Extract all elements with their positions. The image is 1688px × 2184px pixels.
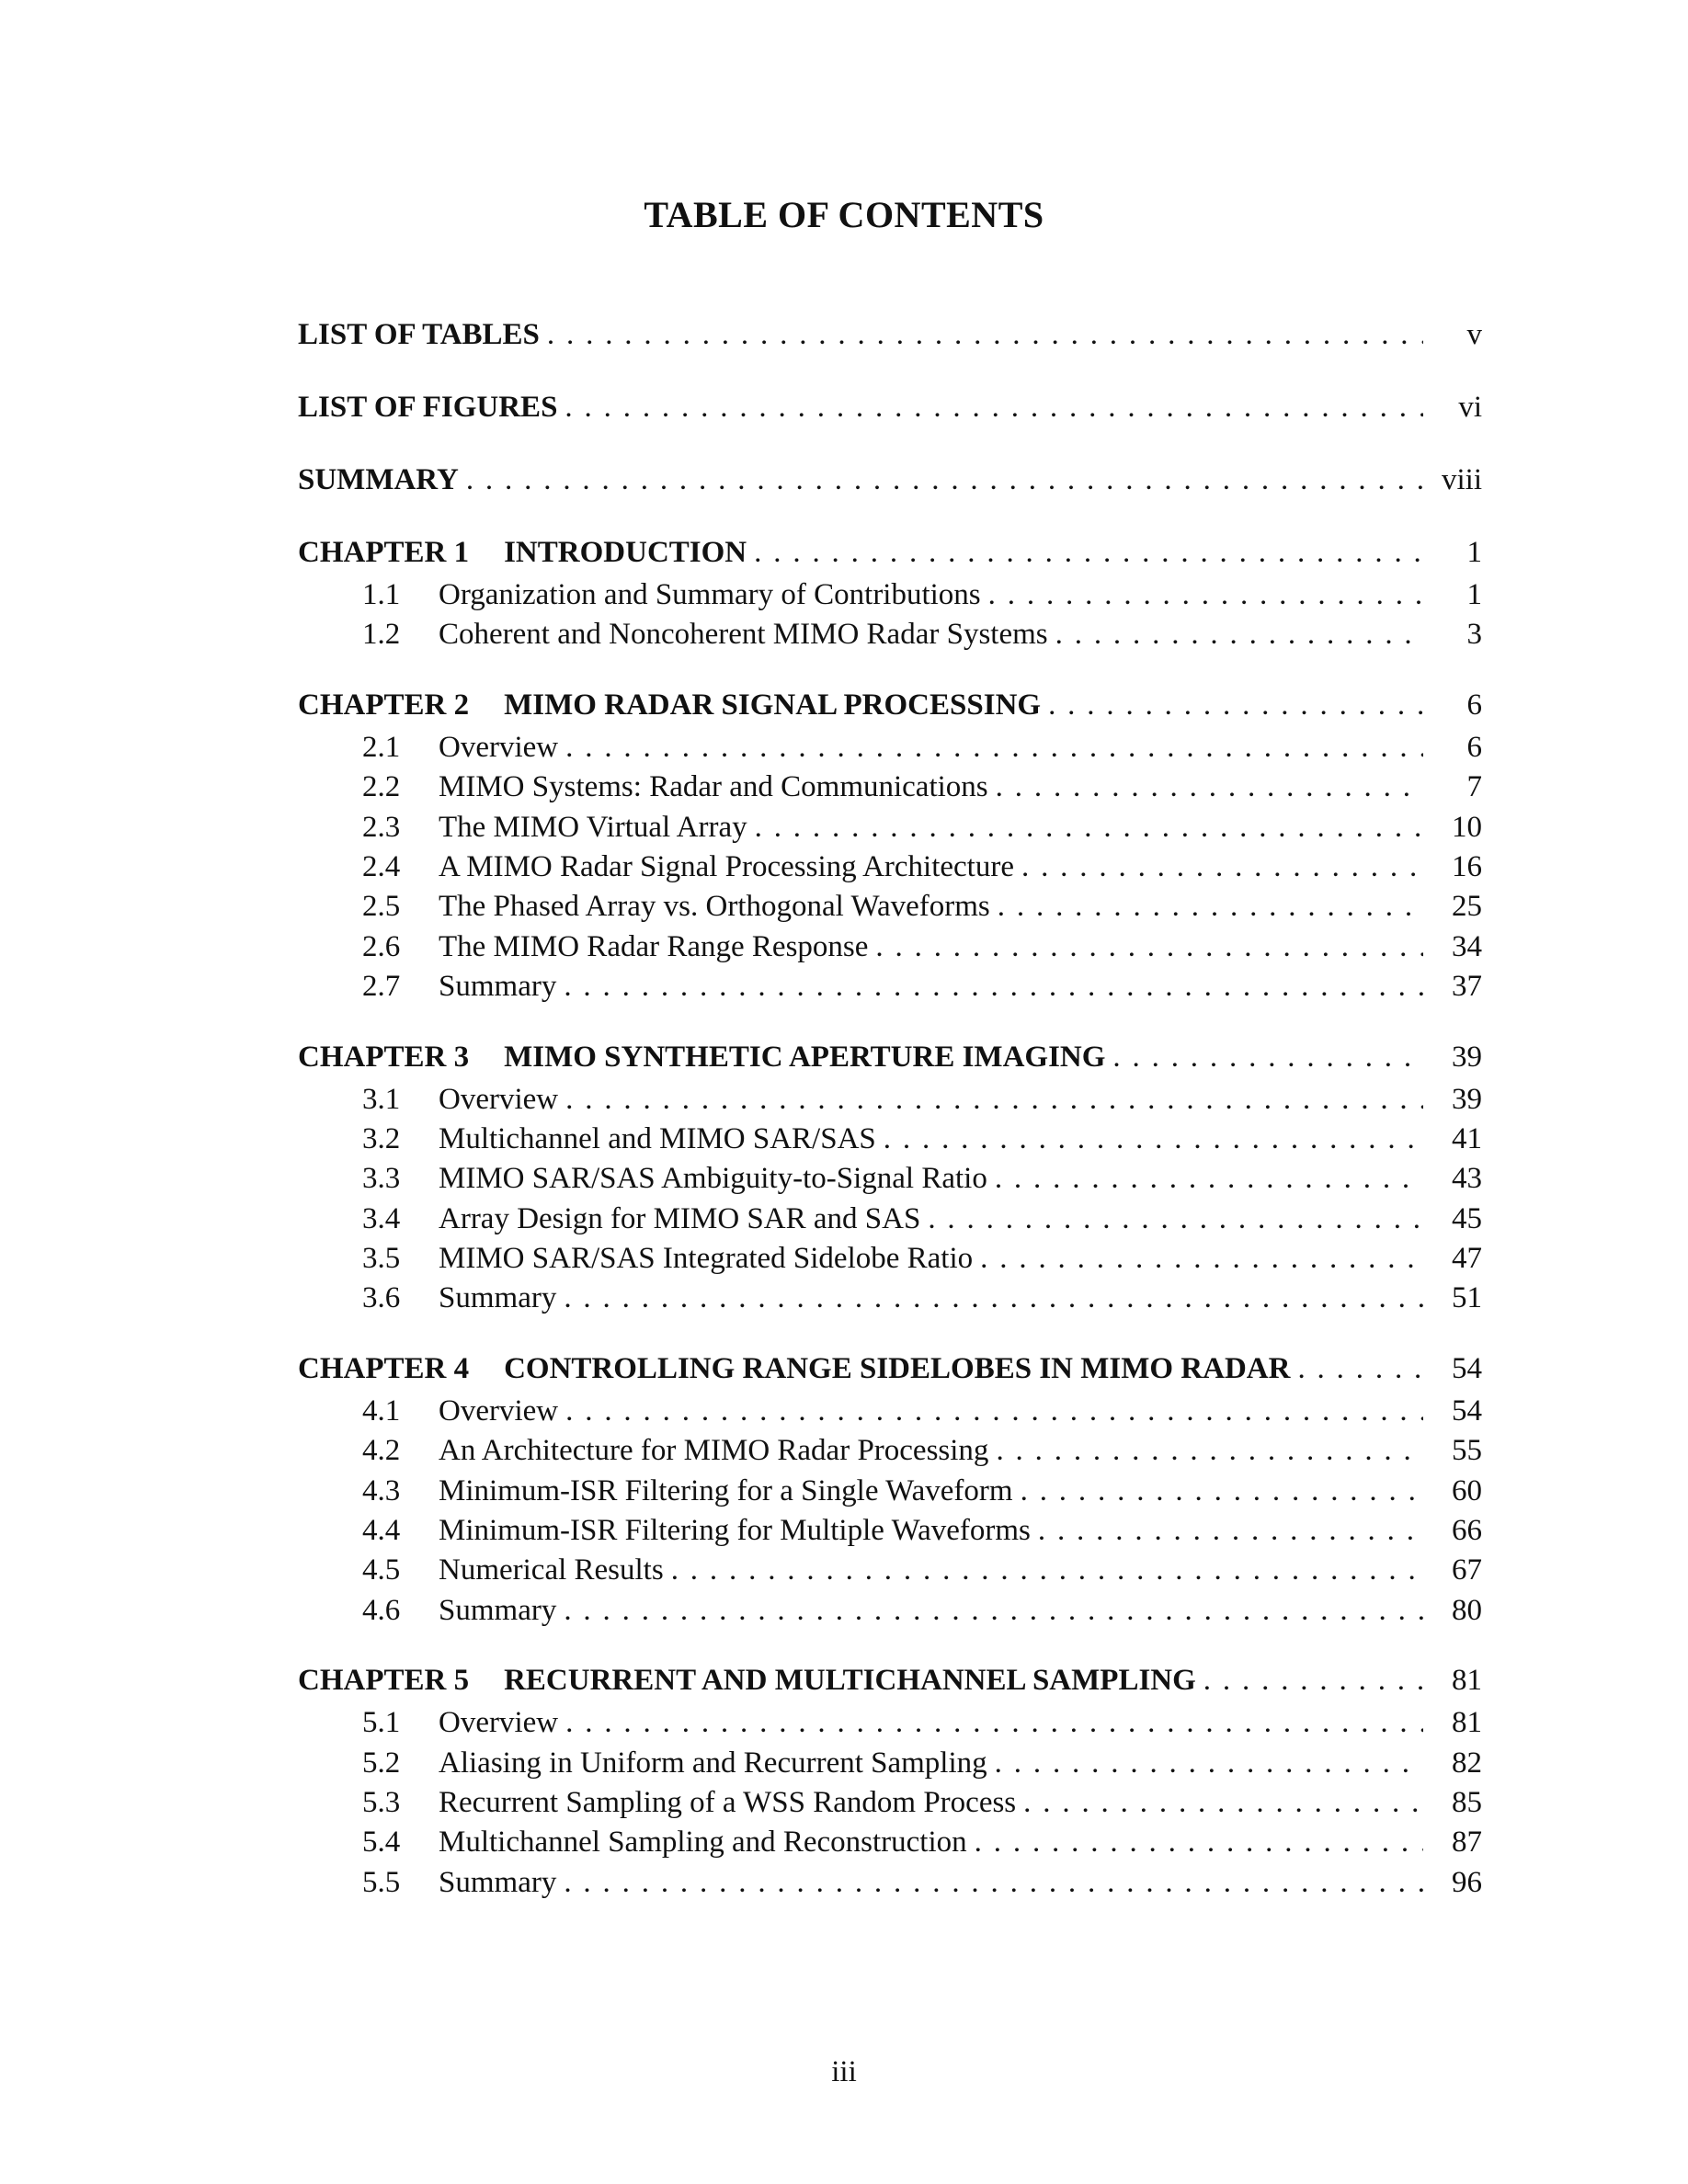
dot-leader: [565, 1392, 1423, 1431]
section-title: Overview: [439, 730, 559, 764]
page-ref: 66: [1452, 1514, 1482, 1548]
section-number: 4.6: [362, 1593, 401, 1627]
toc-section-entry[interactable]: [298, 1080, 1482, 1120]
dot-leader: [564, 1863, 1423, 1903]
toc-group: [298, 1347, 1482, 1631]
section-number: 4.4: [362, 1514, 401, 1548]
entry-title: SUMMARY: [298, 463, 459, 496]
toc-group: [298, 385, 1482, 430]
page-ref: 25: [1452, 890, 1482, 924]
section-number: 2.2: [362, 770, 401, 804]
section-number: 3.3: [362, 1162, 401, 1196]
section-number: 1.1: [362, 578, 401, 611]
page-ref: 6: [1466, 688, 1482, 722]
section-number: 4.1: [362, 1393, 401, 1428]
dot-leader: [564, 1279, 1423, 1318]
toc-section-entry[interactable]: [298, 1159, 1482, 1199]
dot-leader: [1023, 1783, 1423, 1823]
section-number: 5.2: [362, 1746, 401, 1780]
section-number: 4.5: [362, 1553, 401, 1587]
page-ref: 81: [1452, 1706, 1482, 1740]
dot-leader: [565, 1703, 1423, 1743]
toc-group: [298, 458, 1482, 503]
section-number: 2.4: [362, 849, 401, 883]
section-title: Minimum-ISR Filtering for Multiple Waveforms: [439, 1514, 1031, 1548]
page-ref: 3: [1466, 618, 1482, 652]
page-ref: 82: [1452, 1746, 1482, 1780]
chapter-title: MIMO RADAR SIGNAL PROCESSING: [504, 688, 1042, 722]
dot-leader: [671, 1551, 1423, 1590]
toc-section-entry[interactable]: [298, 1551, 1482, 1590]
section-title: Summary: [439, 970, 557, 1004]
section-title: MIMO SAR/SAS Integrated Sidelobe Ratio: [439, 1242, 974, 1276]
dot-leader: [1038, 1511, 1423, 1551]
chapter-title: RECURRENT AND MULTICHANNEL SAMPLING: [504, 1664, 1196, 1698]
toc-section-entry[interactable]: [298, 1392, 1482, 1431]
toc-section-entry[interactable]: [298, 1511, 1482, 1551]
page-ref: viii: [1441, 463, 1482, 496]
section-number: 1.2: [362, 618, 401, 652]
toc-section-entry[interactable]: [298, 1591, 1482, 1631]
section-title: MIMO Systems: Radar and Communications: [439, 770, 988, 804]
page-ref: 10: [1452, 810, 1482, 844]
dot-leader: [884, 1120, 1423, 1159]
page-ref: 6: [1466, 730, 1482, 764]
entry-title: LIST OF FIGURES: [298, 391, 558, 424]
toc-section-entry[interactable]: [298, 1279, 1482, 1318]
toc-section-entry[interactable]: [298, 1431, 1482, 1471]
dot-leader: [1203, 1658, 1423, 1703]
toc-group: [298, 530, 1482, 655]
page-ref: 39: [1452, 1040, 1482, 1074]
toc-chapter-entry[interactable]: [298, 1658, 1482, 1703]
section-title: The MIMO Radar Range Response: [439, 929, 869, 963]
toc-chapter-entry[interactable]: [298, 1035, 1482, 1080]
section-number: 5.5: [362, 1865, 401, 1899]
section-number: 2.1: [362, 730, 401, 764]
toc-section-entry[interactable]: [298, 1744, 1482, 1783]
dot-leader: [755, 808, 1423, 847]
page-ref: 45: [1452, 1201, 1482, 1235]
section-number: 4.3: [362, 1473, 401, 1507]
dot-leader: [995, 1744, 1423, 1783]
section-number: 3.1: [362, 1082, 401, 1116]
page-ref: 7: [1466, 770, 1482, 804]
toc-group: [298, 313, 1482, 358]
section-number: 3.4: [362, 1201, 401, 1235]
section-number: 3.2: [362, 1121, 401, 1155]
dot-leader: [995, 1159, 1423, 1199]
section-title: Multichannel and MIMO SAR/SAS: [439, 1121, 876, 1155]
section-title: Aliasing in Uniform and Recurrent Sampling: [439, 1746, 987, 1780]
entry-title: LIST OF TABLES: [298, 318, 540, 351]
toc-chapter-entry[interactable]: [298, 683, 1482, 728]
chapter-number: CHAPTER 1: [298, 536, 470, 569]
page-ref: vi: [1458, 391, 1482, 424]
page-title: TABLE OF CONTENTS: [644, 194, 1044, 235]
toc-chapter-entry[interactable]: [298, 1347, 1482, 1392]
page-ref: 1: [1466, 578, 1482, 611]
toc-group: [298, 683, 1482, 1007]
page-ref: 39: [1452, 1082, 1482, 1116]
toc-group: [298, 1658, 1482, 1903]
page-ref: 37: [1452, 970, 1482, 1004]
dot-leader: [1048, 683, 1423, 728]
page-ref: 41: [1452, 1121, 1482, 1155]
table-of-contents: [298, 313, 1482, 1930]
page-number: iii: [831, 2055, 857, 2088]
dot-leader: [996, 768, 1423, 807]
page-ref: 54: [1452, 1393, 1482, 1428]
dot-leader: [975, 1823, 1423, 1862]
dot-leader: [996, 1431, 1423, 1471]
page-ref: 16: [1452, 849, 1482, 883]
page-ref: 80: [1452, 1593, 1482, 1627]
section-title: Coherent and Noncoherent MIMO Radar Systems: [439, 618, 1048, 652]
section-number: 2.6: [362, 929, 401, 963]
toc-section-entry[interactable]: [298, 575, 1482, 615]
toc-section-entry[interactable]: [298, 1863, 1482, 1903]
toc-section-entry[interactable]: [298, 1120, 1482, 1159]
page-ref: 55: [1452, 1434, 1482, 1468]
page-ref: 67: [1452, 1553, 1482, 1587]
page-ref: 60: [1452, 1473, 1482, 1507]
toc-section-entry[interactable]: [298, 1703, 1482, 1743]
toc-chapter-entry[interactable]: [298, 530, 1482, 575]
toc-top-entry[interactable]: [298, 458, 1482, 503]
toc-section-entry[interactable]: [298, 728, 1482, 768]
section-title: Minimum-ISR Filtering for a Single Waveform: [439, 1473, 1013, 1507]
page-ref: v: [1466, 318, 1482, 351]
dot-leader: [1055, 615, 1423, 654]
chapter-number: CHAPTER 2: [298, 688, 470, 722]
section-number: 5.1: [362, 1706, 401, 1740]
toc-section-entry[interactable]: [298, 887, 1482, 927]
dot-leader: [1021, 847, 1423, 887]
toc-section-entry[interactable]: [298, 927, 1482, 967]
toc-section-entry[interactable]: [298, 615, 1482, 654]
chapter-number: CHAPTER 5: [298, 1664, 470, 1698]
section-title: A MIMO Radar Signal Processing Architecture: [439, 849, 1014, 883]
section-number: 2.3: [362, 810, 401, 844]
dot-leader: [980, 1239, 1423, 1279]
chapter-title: CONTROLLING RANGE SIDELOBES IN MIMO RADAR: [504, 1351, 1291, 1385]
toc-section-entry[interactable]: [298, 1823, 1482, 1862]
chapter-title: INTRODUCTION: [504, 536, 747, 569]
section-title: Summary: [439, 1281, 557, 1315]
toc-section-entry[interactable]: [298, 847, 1482, 887]
page-ref: 85: [1452, 1785, 1482, 1819]
section-title: Numerical Results: [439, 1553, 664, 1587]
section-title: Overview: [439, 1393, 559, 1428]
dot-leader: [1112, 1035, 1423, 1080]
section-title: Multichannel Sampling and Reconstruction: [439, 1826, 967, 1860]
toc-section-entry[interactable]: [298, 808, 1482, 847]
dot-leader: [988, 575, 1423, 615]
section-number: 5.4: [362, 1826, 401, 1860]
dot-leader: [1021, 1472, 1423, 1511]
dot-leader: [565, 385, 1423, 430]
section-title: The Phased Array vs. Orthogonal Waveforms: [439, 890, 990, 924]
section-title: Organization and Summary of Contributions: [439, 578, 981, 611]
dot-leader: [928, 1200, 1423, 1239]
dot-leader: [754, 530, 1423, 575]
page-ref: 81: [1452, 1664, 1482, 1698]
section-number: 3.6: [362, 1281, 401, 1315]
dot-leader: [564, 967, 1423, 1007]
section-title: Overview: [439, 1082, 559, 1116]
dot-leader: [564, 1591, 1423, 1631]
page-ref: 51: [1452, 1281, 1482, 1315]
section-title: Overview: [439, 1706, 559, 1740]
page-ref: 96: [1452, 1865, 1482, 1899]
section-title: MIMO SAR/SAS Ambiguity-to-Signal Ratio: [439, 1162, 987, 1196]
toc-section-entry[interactable]: [298, 967, 1482, 1007]
section-title: An Architecture for MIMO Radar Processing: [439, 1434, 989, 1468]
section-number: 2.7: [362, 970, 401, 1004]
dot-leader: [875, 927, 1423, 967]
section-title: Summary: [439, 1865, 557, 1899]
toc-section-entry[interactable]: [298, 768, 1482, 807]
toc-section-entry[interactable]: [298, 1783, 1482, 1823]
dot-leader: [565, 728, 1423, 768]
chapter-number: CHAPTER 3: [298, 1040, 470, 1074]
page-ref: 43: [1452, 1162, 1482, 1196]
chapter-title: MIMO SYNTHETIC APERTURE IMAGING: [504, 1040, 1106, 1074]
page-ref: 47: [1452, 1242, 1482, 1276]
section-number: 3.5: [362, 1242, 401, 1276]
toc-group: [298, 1035, 1482, 1319]
section-title: Summary: [439, 1593, 557, 1627]
toc-section-entry[interactable]: [298, 1200, 1482, 1239]
section-number: 4.2: [362, 1434, 401, 1468]
page-ref: 34: [1452, 929, 1482, 963]
section-title: Recurrent Sampling of a WSS Random Process: [439, 1785, 1017, 1819]
section-title: Array Design for MIMO SAR and SAS: [439, 1201, 921, 1235]
dot-leader: [998, 887, 1423, 927]
dot-leader: [565, 1080, 1423, 1120]
page-ref: 1: [1466, 536, 1482, 569]
toc-top-entry[interactable]: [298, 385, 1482, 430]
toc-top-entry[interactable]: [298, 313, 1482, 358]
page-ref: 54: [1452, 1351, 1482, 1385]
dot-leader: [1297, 1347, 1423, 1392]
section-title: The MIMO Virtual Array: [439, 810, 747, 844]
toc-section-entry[interactable]: [298, 1472, 1482, 1511]
section-number: 2.5: [362, 890, 401, 924]
chapter-number: CHAPTER 4: [298, 1351, 470, 1385]
toc-section-entry[interactable]: [298, 1239, 1482, 1279]
dot-leader: [547, 313, 1423, 358]
page-ref: 87: [1452, 1826, 1482, 1860]
dot-leader: [466, 458, 1423, 503]
section-number: 5.3: [362, 1785, 401, 1819]
